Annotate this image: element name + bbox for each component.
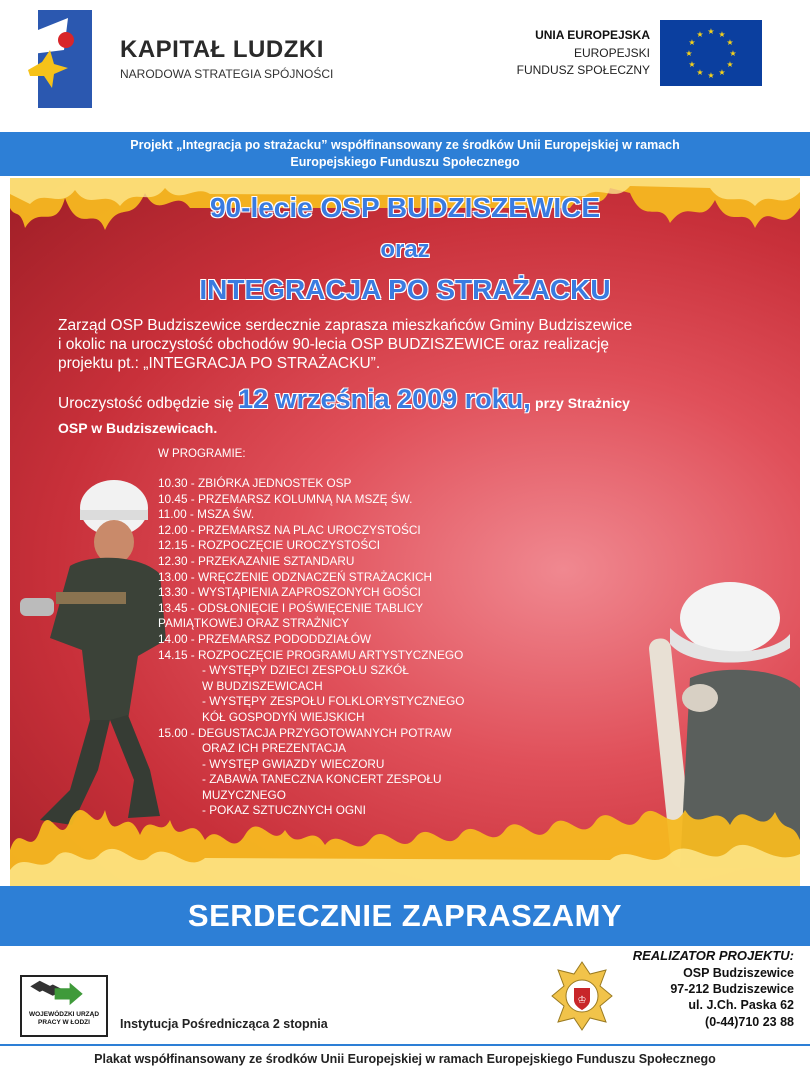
program-item: - WYSTĘP GWIAZDY WIECZORU bbox=[202, 756, 385, 771]
program-heading: W PROGRAMIE: bbox=[158, 448, 246, 460]
program-item: PAMIĄTKOWEJ ORAZ STRAŻNICY bbox=[158, 616, 350, 631]
svg-text:★: ★ bbox=[688, 38, 696, 47]
program-item: 10.45 - PRZEMARSZ KOLUMNĄ NA MSZĘ ŚW. bbox=[158, 491, 413, 506]
project-band-line-1: Projekt „Integracja po strażacku” współfinansowany ze środków Unii Europejskiej w ramach bbox=[130, 138, 680, 152]
program-item: - WYSTĘPY DZIECI ZESPOŁU SZKÓŁ bbox=[202, 663, 409, 678]
eu-flag-icon bbox=[660, 20, 762, 86]
flames-bottom-icon bbox=[10, 780, 800, 890]
event-when bbox=[58, 384, 778, 415]
svg-text:★: ★ bbox=[688, 60, 696, 69]
svg-text:★: ★ bbox=[685, 49, 693, 58]
realizator-title: REALIZATOR PROJEKTU: bbox=[632, 948, 794, 963]
realizator-line-3: ul. J.Ch. Paska 62 bbox=[688, 998, 794, 1012]
poster bbox=[10, 178, 800, 890]
event-place: przy Strażnicy bbox=[535, 395, 630, 411]
program-item: 11.00 - MSZA ŚW. bbox=[158, 507, 255, 522]
program-item: - POKAZ SZTUCZNYCH OGNI bbox=[202, 803, 366, 818]
wup-lodz-text: WOJEWÓDZKI URZĄD PRACY W ŁODZI bbox=[28, 1011, 100, 1026]
event-date: 12 września 2009 roku, bbox=[238, 384, 531, 414]
when-prefix: Uroczystość odbędzie się bbox=[58, 395, 234, 412]
svg-text:♔: ♔ bbox=[577, 995, 587, 1006]
realizator-line-2: 97-212 Budziszewice bbox=[670, 982, 794, 996]
footer-note: Plakat współfinansowany ze środków Unii Europejskiej w ramach Europejskiego Funduszu Społecznego bbox=[0, 1044, 810, 1074]
ue-subtitle-1: EUROPEJSKI bbox=[573, 46, 650, 60]
program-item: KÓŁ GOSPODYŃ WIEJSKICH bbox=[202, 709, 365, 724]
svg-text:★: ★ bbox=[726, 38, 734, 47]
poster-title-1: 90-lecie OSP BUDZISZEWICE bbox=[209, 192, 601, 223]
svg-text:★: ★ bbox=[696, 68, 704, 77]
svg-text:★: ★ bbox=[729, 49, 737, 58]
svg-text:★: ★ bbox=[726, 60, 734, 69]
program-item: - ZABAWA TANECZNA KONCERT ZESPOŁU bbox=[202, 772, 442, 787]
program-item: 10.30 - ZBIÓRKA JEDNOSTEK OSP bbox=[158, 476, 352, 490]
wup-lodz-logo-icon bbox=[20, 975, 108, 1037]
invitation-line-1: Zarząd OSP Budziszewice serdecznie zaprasza mieszkańców Gminy Budziszewice bbox=[58, 317, 633, 334]
svg-text:★: ★ bbox=[707, 27, 715, 36]
program-item: MUZYCZNEGO bbox=[202, 787, 286, 802]
svg-text:★: ★ bbox=[718, 30, 726, 39]
svg-text:★: ★ bbox=[718, 68, 726, 77]
program-item: ORAZ ICH PREZENTACJA bbox=[202, 741, 346, 756]
program-item: W BUDZISZEWICACH bbox=[202, 678, 323, 693]
invitation-line-2: i okolic na uroczystość obchodów 90-lecia OSP BUDZISZEWICE oraz realizację bbox=[58, 336, 610, 353]
program-item: 14.15 - ROZPOCZĘCIE PROGRAMU ARTYSTYCZNEGO bbox=[158, 647, 464, 662]
realizator-phone: (0-44)710 23 88 bbox=[705, 1015, 794, 1029]
program-item: 15.00 - DEGUSTACJA PRZYGOTOWANYCH POTRAW bbox=[158, 725, 452, 740]
svg-text:★: ★ bbox=[696, 30, 704, 39]
program-item: 13.00 - WRĘCZENIE ODZNACZEŃ STRAŻACKICH bbox=[158, 569, 432, 584]
header bbox=[0, 0, 810, 130]
svg-text:★: ★ bbox=[707, 71, 715, 80]
ue-title: UNIA EUROPEJSKA bbox=[535, 28, 650, 42]
program-item: 14.00 - PRZEMARSZ PODODDZIAŁÓW bbox=[158, 631, 372, 646]
program-item: 12.00 - PRZEMARSZ NA PLAC UROCZYSTOŚCI bbox=[158, 522, 421, 537]
poster-title-2: oraz bbox=[380, 236, 430, 263]
project-band-line-2: Europejskiego Funduszu Społecznego bbox=[290, 155, 520, 169]
kapital-ludzki-subtitle: NARODOWA STRATEGIA SPÓJNOŚCI bbox=[120, 67, 334, 81]
kapital-ludzki-logo-icon bbox=[28, 10, 92, 108]
program-item: 13.45 - ODSŁONIĘCIE I POŚWIĘCENIE TABLICY bbox=[158, 600, 424, 615]
firefighter-left-icon bbox=[10, 470, 170, 830]
poster-title-3: INTEGRACJA PO STRAŻACKU bbox=[199, 274, 611, 305]
ue-subtitle-2: FUNDUSZ SPOŁECZNY bbox=[516, 63, 650, 77]
program-item: 12.15 - ROZPOCZĘCIE UROCZYSTOŚCI bbox=[158, 538, 380, 553]
program-item: - WYSTĘPY ZESPOŁU FOLKLORYSTYCZNEGO bbox=[202, 694, 465, 709]
event-place-2: OSP w Budziszewicach. bbox=[58, 420, 218, 436]
invitation-band: SERDECZNIE ZAPRASZAMY bbox=[0, 886, 810, 946]
intermediate-institution: Instytucja Pośrednicząca 2 stopnia bbox=[120, 1017, 328, 1031]
invitation-line-3: projektu pt.: „INTEGRACJA PO STRAŻACKU”. bbox=[58, 355, 381, 372]
kapital-ludzki-title: KAPITAŁ LUDZKI bbox=[120, 36, 324, 63]
invitation-text bbox=[58, 316, 768, 373]
project-band bbox=[0, 132, 810, 176]
program-item: 13.30 - WYSTĄPIENIA ZAPROSZONYCH GOŚCI bbox=[158, 585, 421, 600]
program-item: 12.30 - PRZEKAZANIE SZTANDARU bbox=[158, 553, 355, 568]
realizator-line-1: OSP Budziszewice bbox=[683, 966, 794, 980]
program-list bbox=[158, 476, 578, 819]
